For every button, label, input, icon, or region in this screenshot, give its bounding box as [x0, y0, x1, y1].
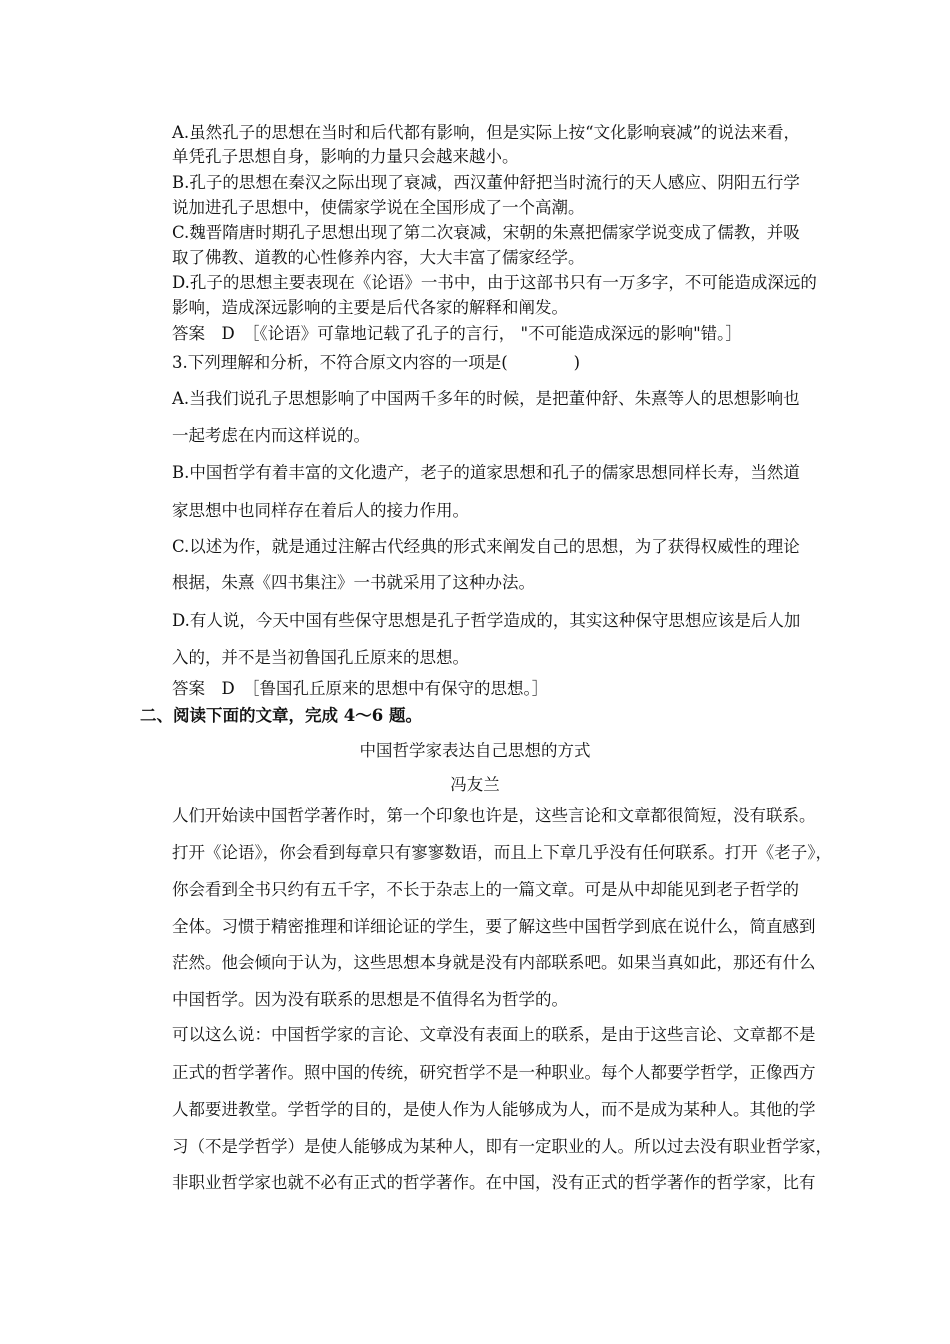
paragraph-2-line: 习（不是学哲学）是使人能够成为某种人，即有一定职业的人。所以过去没有职业哲学家，	[172, 1137, 832, 1156]
q2-option-c-line1: C.魏晋隋唐时期孔子思想出现了第二次衰减，宋朝的朱熹把儒家学说变成了儒教，并吸	[172, 223, 800, 242]
q2-option-a-line2: 单凭孔子思想自身，影响的力量只会越来越小。	[172, 147, 519, 166]
paragraph-2-line: 非职业哲学家也就不必有正式的哲学著作。在中国，没有正式的哲学著作的哲学家，比有	[172, 1173, 816, 1192]
q2-option-a-line1: A.虽然孔子的思想在当时和后代都有影响，但是实际上按“文化影响衰减”的说法来看，	[172, 123, 801, 142]
q2-option-d-line2: 影响，造成深远影响的主要是后代各家的解释和阐发。	[172, 298, 568, 317]
q3-option-c-line1: C.以述为作，就是通过注解古代经典的形式来阐发自己的思想，为了获得权威性的理论	[172, 537, 800, 556]
q3-option-a-line1: A.当我们说孔子思想影响了中国两千多年的时候，是把董仲舒、朱熹等人的思想影响也	[172, 389, 800, 408]
q2-option-d-line1: D.孔子的思想主要表现在《论语》一书中，由于这部书只有一万多字，不可能造成深远的	[172, 273, 817, 292]
q3-stem: 3.下列理解和分析，不符合原文内容的一项是( )	[172, 353, 581, 372]
q3-option-c-line2: 根据，朱熹《四书集注》一书就采用了这种办法。	[172, 573, 535, 592]
q2-option-c-line2: 取了佛教、道教的心性修养内容，大大丰富了儒家经学。	[172, 248, 585, 267]
paragraph-1-line: 打开《论语》，你会看到每章只有寥寥数语，而且上下章几乎没有任何联系。打开《老子》，	[172, 843, 832, 862]
q2-answer: 答案 D ［《论语》可靠地记载了孔子的言行， "不可能造成深远的影响"错。］	[172, 324, 742, 343]
article-author: 冯友兰	[450, 775, 500, 794]
q2-option-b-line1: B.孔子的思想在秦汉之际出现了衰减，西汉董仲舒把当时流行的天人感应、阴阳五行学	[172, 173, 800, 192]
paragraph-2-line: 可以这么说：中国哲学家的言论、文章没有表面上的联系，是由于这些言论、文章都不是	[172, 1025, 816, 1044]
paragraph-1-line: 全体。习惯于精密推理和详细论证的学生，要了解这些中国哲学到底在说什么，简直感到	[172, 917, 816, 936]
article-title: 中国哲学家表达自己思想的方式	[359, 741, 591, 760]
paragraph-1-line: 中国哲学。因为没有联系的思想是不值得名为哲学的。	[172, 990, 568, 1009]
q3-option-a-line2: 一起考虑在内而这样说的。	[172, 426, 370, 445]
paragraph-2-line: 正式的哲学著作。照中国的传统，研究哲学不是一种职业。每个人都要学哲学，正像西方	[172, 1063, 816, 1082]
q3-option-b-line2: 家思想中也同样存在着后人的接力作用。	[172, 501, 469, 520]
paragraph-1-line: 茫然。他会倾向于认为，这些思想本身就是没有内部联系吧。如果当真如此，那还有什么	[172, 953, 816, 972]
q3-option-b-line1: B.中国哲学有着丰富的文化遗产，老子的道家思想和孔子的儒家思想同样长寿，当然道	[172, 463, 800, 482]
paragraph-1-line: 你会看到全书只约有五千字，不长于杂志上的一篇文章。可是从中却能见到老子哲学的	[172, 880, 799, 899]
q3-answer: 答案 D ［鲁国孔丘原来的思想中有保守的思想。］	[172, 679, 549, 698]
section-heading: 二、阅读下面的文章，完成 4～6 题。	[140, 706, 422, 725]
paragraph-1-line: 人们开始读中国哲学著作时，第一个印象也许是，这些言论和文章都很简短，没有联系。	[172, 806, 816, 825]
q2-option-b-line2: 说加进孔子思想中，使儒家学说在全国形成了一个高潮。	[172, 198, 585, 217]
paragraph-2-line: 人都要进教堂。学哲学的目的，是使人作为人能够成为人，而不是成为某种人。其他的学	[172, 1100, 816, 1119]
q3-option-d-line1: D.有人说，今天中国有些保守思想是孔子哲学造成的，其实这种保守思想应该是后人加	[172, 611, 801, 630]
q3-option-d-line2: 入的，并不是当初鲁国孔丘原来的思想。	[172, 648, 469, 667]
